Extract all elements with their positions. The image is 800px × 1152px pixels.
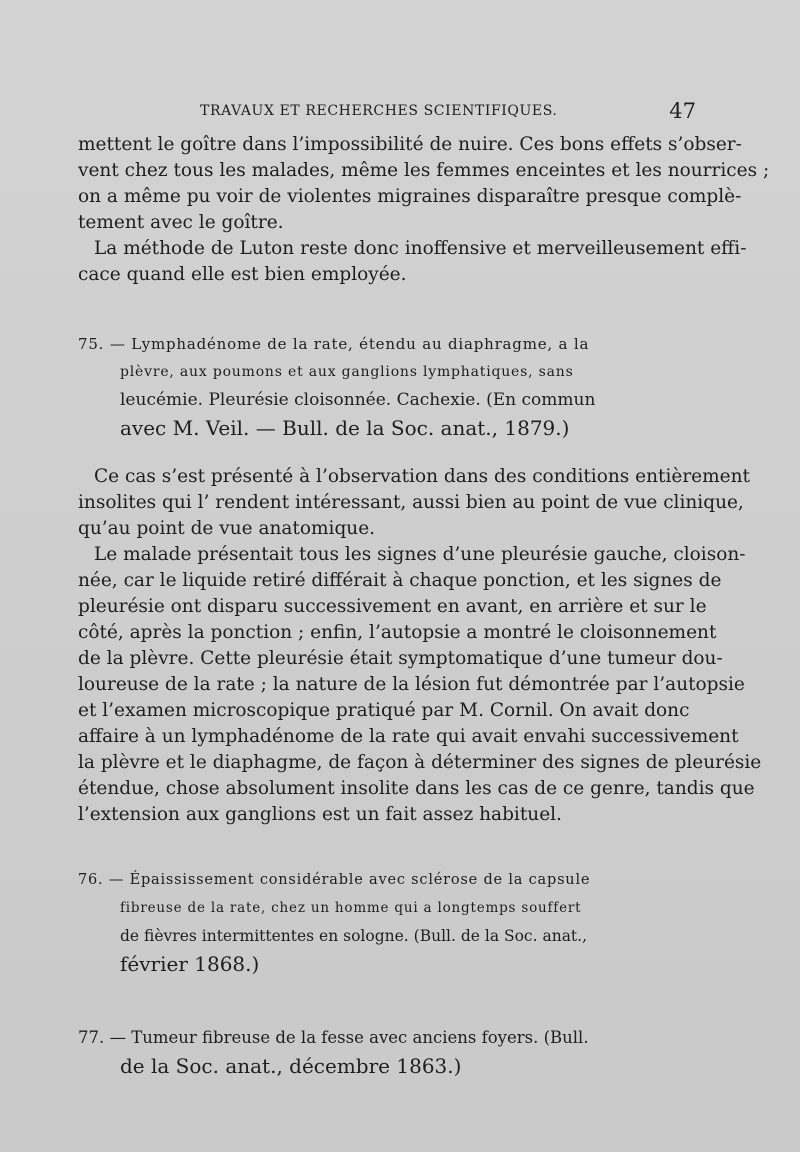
page-number: 47 [669,99,696,123]
heading-line: avec M. Veil. — Bull. de la Soc. anat., 1879.) [120,416,570,440]
text-line: vent chez tous les malades, même les femmes enceintes et les nourrices ; [78,160,770,181]
entry-76-heading [78,866,700,978]
text-line: tement avec le goître. [78,212,284,233]
text-line: affaire à un lymphadénome de la rate qui avait envahi successivement [78,726,739,747]
text-line: la plèvre et le diaphagme, de façon à déterminer des signes de pleurésie [78,752,762,773]
text-line: qu’au point de vue anatomique. [78,518,376,539]
heading-line: de la Soc. anat., décembre 1863.) [120,1054,462,1078]
entry-77-heading [78,1024,700,1080]
entry-75-body [78,464,762,828]
text-line: pleurésie ont disparu successivement en avant, en arrière et sur le [78,596,707,617]
heading-line: fibreuse de la rate, chez un homme qui a longtemps souffert [120,900,582,916]
text-line: insolites qui l’ rendent intéressant, aussi bien au point de vue clinique, [78,492,744,513]
text-line: cace quand elle est bien employée. [78,264,407,285]
heading-line: plèvre, aux poumons et aux ganglions lymphatiques, sans [120,364,574,380]
heading-line: février 1868.) [120,952,260,976]
text-line: étendue, chose absolument insolite dans les cas de ce genre, tandis que [78,778,755,799]
text-line: on a même pu voir de violentes migraines disparaître presque complè- [78,186,742,207]
heading-line: 77. — Tumeur fibreuse de la fesse avec anciens foyers. (Bull. [78,1028,589,1047]
heading-line: de fièvres intermittentes en sologne. (Bull. de la Soc. anat., [120,927,588,945]
text-line: née, car le liquide retiré différait à chaque ponction, et les signes de [78,570,722,591]
text-line: Le malade présentait tous les signes d’une pleurésie gauche, cloison- [94,544,746,565]
intro-paragraph [78,132,770,288]
entry-75-heading [78,330,700,442]
text-line: Ce cas s’est présenté à l’observation dans des conditions entièrement [94,466,750,487]
text-line: l’extension aux ganglions est un fait assez habituel. [78,804,562,825]
text-line: de la plèvre. Cette pleurésie était symptomatique d’une tumeur dou- [78,648,723,669]
heading-line: leucémie. Pleurésie cloisonnée. Cachexie. (En commun [120,390,596,410]
text-line: mettent le goître dans l’impossibilité de nuire. Ces bons effets s’obser- [78,134,742,155]
text-line: et l’examen microscopique pratiqué par M. Cornil. On avait donc [78,700,690,721]
text-line: loureuse de la rate ; la nature de la lésion fut démontrée par l’autopsie [78,674,745,695]
heading-line: 76. — Épaississement considérable avec sclérose de la capsule [78,872,591,888]
running-head-title: TRAVAUX ET RECHERCHES SCIENTIFIQUES. [200,103,558,119]
text-line: La méthode de Luton reste donc inoffensive et merveilleusement effi- [94,238,747,259]
text-line: côté, après la ponction ; enfin, l’autopsie a montré le cloisonnement [78,622,717,643]
heading-line: 75. — Lymphadénome de la rate, étendu au diaphragme, a la [78,335,590,353]
